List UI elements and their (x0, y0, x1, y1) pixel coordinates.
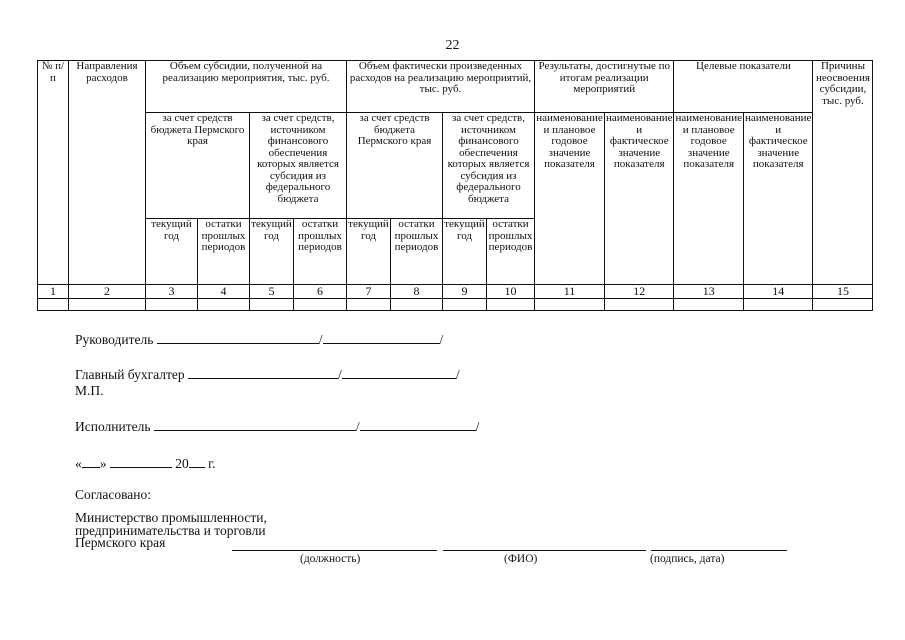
separator-slash: / (439, 332, 444, 347)
column-number: 2 (69, 285, 146, 299)
accountant-signature-field (188, 366, 338, 379)
subsidy-report-table (37, 60, 873, 311)
caption-name: (ФИО) (504, 553, 538, 565)
column-number: 14 (743, 285, 812, 299)
column-number: 12 (605, 285, 674, 299)
subheader-federal-source: за счет средств, источником финансового обеспечения которых является субсидия из федерального бюджета (250, 113, 347, 219)
empty-cell (535, 299, 605, 311)
executor-name-field (360, 418, 476, 431)
agreed-label: Согласовано: (75, 487, 151, 502)
accountant-signature-line (75, 366, 460, 382)
previous-balance-cell: остатки прошлых периодов (391, 219, 443, 285)
position-field (232, 550, 437, 551)
header-subsidy-received: Объем субсидии, полученной на реализацию мероприятия, тыс. руб. (146, 61, 347, 113)
empty-cell (743, 299, 812, 311)
current-year-cell: текущий год (250, 219, 294, 285)
current-year-cell: текущий год (443, 219, 487, 285)
caption-position: (должность) (300, 553, 361, 565)
date-year-suffix: г. (208, 456, 216, 471)
ministry-name: Министерство промышленности, предпринимательства и торговли Пермского края (75, 510, 267, 550)
page-number: 22 (445, 38, 460, 53)
column-number: 5 (250, 285, 294, 299)
date-quote-close: » (99, 456, 107, 471)
empty-cell (443, 299, 487, 311)
previous-balance-cell: остатки прошлых периодов (198, 219, 250, 285)
separator-slash: / (475, 419, 480, 434)
empty-data-row (38, 299, 873, 311)
empty-cell (487, 299, 535, 311)
subheader-regional-budget-actual: за счет средств бюджета Пермского края (347, 113, 443, 219)
column-number: 3 (146, 285, 198, 299)
subheader-targets-plan: наименование и плановое годовое значение показателя (674, 113, 743, 285)
date-month-field (110, 455, 172, 468)
executor-label: Исполнитель (75, 419, 151, 434)
header-actual-expenses: Объем фактически произведенных расходов на реализацию мероприятий, тыс. руб. (347, 61, 535, 113)
current-year-cell: текущий год (347, 219, 391, 285)
current-year-cell: текущий год (146, 219, 198, 285)
separator-slash: / (455, 367, 460, 382)
empty-cell (391, 299, 443, 311)
previous-balance-cell: остатки прошлых периодов (487, 219, 535, 285)
date-year-prefix: 20 (175, 456, 189, 471)
head-signature-field (157, 331, 319, 344)
subheader-results-fact: наименование и фактическое значение показателя (605, 113, 674, 285)
empty-cell (294, 299, 347, 311)
empty-cell (674, 299, 743, 311)
empty-cell (146, 299, 198, 311)
empty-cell (605, 299, 674, 311)
date-year-field (189, 455, 205, 468)
empty-cell (250, 299, 294, 311)
signature-date-field (651, 550, 787, 551)
empty-cell (69, 299, 146, 311)
head-label: Руководитель (75, 332, 154, 347)
header-results: Результаты, достигнутые по итогам реализации мероприятий (535, 61, 674, 113)
column-number-row (38, 285, 873, 299)
date-quote-open: « (75, 456, 82, 471)
column-number: 7 (347, 285, 391, 299)
empty-cell (38, 299, 69, 311)
header-reasons: Причины неосвоения субсидии, тыс. руб. (813, 61, 873, 285)
header-direction: Направления расходов (69, 61, 146, 285)
subheader-results-plan: наименование и плановое годовое значение показателя (535, 113, 605, 285)
accountant-name-field (342, 366, 456, 379)
header-targets: Целевые показатели (674, 61, 813, 113)
column-number: 9 (443, 285, 487, 299)
subheader-regional-budget: за счет средств бюджета Пермского края (146, 113, 250, 219)
head-name-field (323, 331, 440, 344)
column-number: 13 (674, 285, 743, 299)
executor-signature-line (75, 418, 479, 434)
caption-signature: (подпись, дата) (650, 553, 725, 565)
header-num: № п/п (38, 61, 69, 285)
column-number: 8 (391, 285, 443, 299)
column-number: 1 (38, 285, 69, 299)
empty-cell (347, 299, 391, 311)
separator-slash: / (355, 419, 360, 434)
executor-signature-field (154, 418, 356, 431)
previous-balance-cell: остатки прошлых периодов (294, 219, 347, 285)
head-signature-line (75, 331, 443, 347)
separator-slash: / (318, 332, 323, 347)
chief-accountant-label: Главный бухгалтер (75, 367, 185, 382)
full-name-field (443, 550, 646, 551)
date-line (75, 455, 216, 471)
date-day-field (82, 455, 100, 468)
column-number: 15 (813, 285, 873, 299)
subheader-targets-fact: наименование и фактическое значение показателя (743, 113, 812, 285)
separator-slash: / (338, 367, 342, 382)
column-number: 6 (294, 285, 347, 299)
subheader-federal-source-actual: за счет средств, источником финансового обеспечения которых является субсидия из федерального бюджета (443, 113, 535, 219)
column-number: 10 (487, 285, 535, 299)
empty-cell (198, 299, 250, 311)
empty-cell (813, 299, 873, 311)
stamp-label: М.П. (75, 383, 104, 398)
column-number: 4 (198, 285, 250, 299)
column-number: 11 (535, 285, 605, 299)
